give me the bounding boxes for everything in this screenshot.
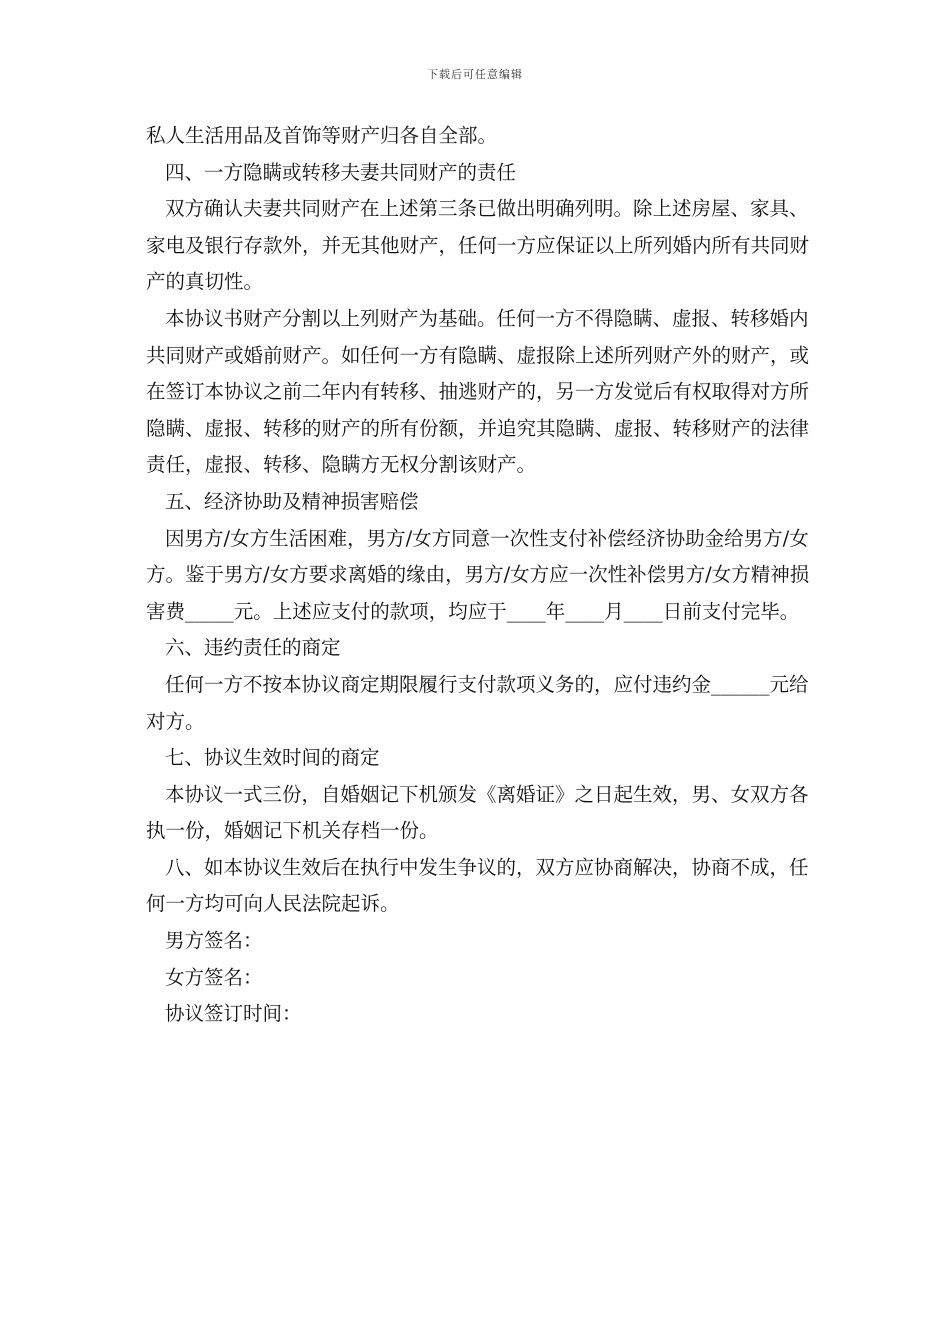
paragraph-dispute-resolution: 八、如本协议生效后在执行中发生争议的，双方应协商解决，协商不成，任何一方均可向人民法院起诉。: [146, 855, 809, 916]
document-body: [146, 118, 826, 1033]
paragraph-property-division-basis: 本协议书财产分割以上列财产为基础。任何一方不得隐瞒、虚报、转移婚内共同财产或婚前财产。如任何一方有隐瞒、虚报除上述所列财产外的财产，或在签订本协议之前二年内有转移、抽逃财产的，另一方发觉后有权取得对方所隐瞒、虚报、转移的财产的所有份额，并追究其隐瞒、虚报、转移财产的法律责任，虚报、转移、隐瞒方无权分割该财产。: [146, 306, 810, 477]
page-header-note: 下载后可任意编辑: [427, 68, 523, 81]
paragraph-property-confirmation: 双方确认夫妻共同财产在上述第三条已做出明确列明。除上述房屋、家具、家电及银行存款外，并无其他财产，任何一方应保证以上所列婚内所有共同财产的真切性。: [146, 197, 810, 294]
section-heading-5: 五、经济协助及精神损害赔偿: [165, 489, 419, 513]
signature-line-date: 协议签订时间：: [165, 1002, 302, 1026]
signature-line-female: 女方签名：: [165, 965, 263, 989]
paragraph-economic-assistance: 因男方/女方生活困难，男方/女方同意一次性支付补偿经济协助金给男方/女方。鉴于男方/女方要求离婚的缘由，男方/女方应一次性补偿男方/女方精神损害费_____元。上述应支付的款项，均应于____年____月____日前支付完毕。: [146, 526, 810, 623]
section-heading-6: 六、违约责任的商定: [165, 636, 341, 660]
section-heading-4: 四、一方隐瞒或转移夫妻共同财产的责任: [165, 160, 517, 184]
signature-line-male: 男方签名：: [165, 929, 263, 953]
paragraph-personal-items: 私人生活用品及首饰等财产归各自全部。: [146, 124, 498, 147]
section-heading-7: 七、协议生效时间的商定: [165, 746, 380, 770]
paragraph-effective-time: 本协议一式三份，自婚姻记下机颁发《离婚证》之日起生效，男、女双方各执一份，婚姻记下机关存档一份。: [146, 782, 809, 843]
paragraph-breach-liability: 任何一方不按本协议商定期限履行支付款项义务的，应付违约金______元给对方。: [146, 672, 809, 733]
